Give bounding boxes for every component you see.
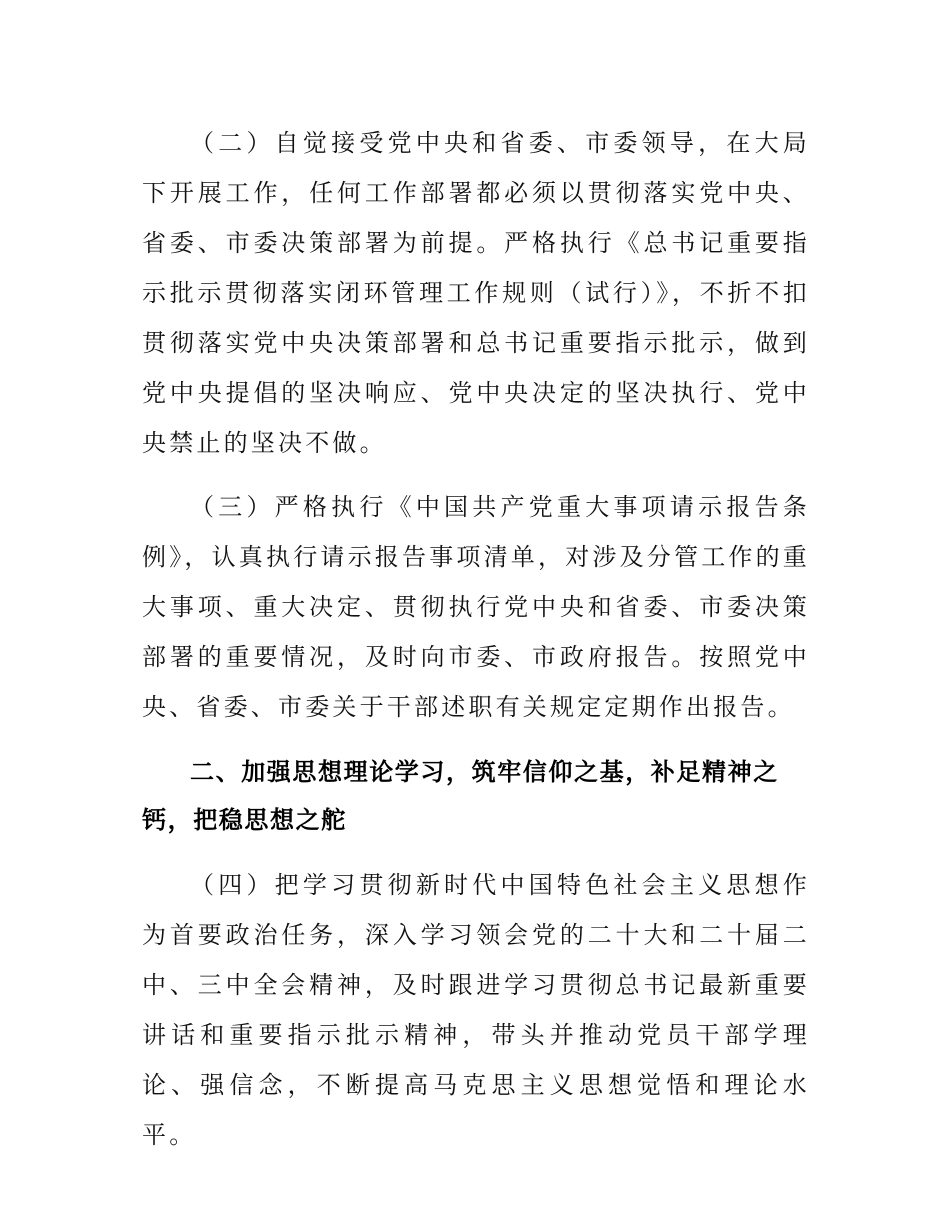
- paragraph-item-2: （二）自觉接受党中央和省委、市委领导，在大局下开展工作，任何工作部署都必须以贯彻落实党中央、省委、市委决策部署为前提。严格执行《总书记重要指示批示贯彻落实闭环管理工作规则（试行）》，不折不扣贯彻落实党中央决策部署和总书记重要指示批示，做到党中央提倡的坚决响应、党中央决定的坚决执行、党中央禁止的坚决不做。: [142, 129, 810, 457]
- document-body: [142, 118, 810, 1160]
- paragraph-item-4: （四）把学习贯彻新时代中国特色社会主义思想作为首要政治任务，深入学习领会党的二十大和二十届二中、三中全会精神，及时跟进学习贯彻总书记最新重要讲话和重要指示批示精神，带头并推动党员干部学理论、强信念，不断提高马克思主义思想觉悟和理论水平。: [142, 871, 810, 1149]
- section-heading: 二、加强思想理论学习，筑牢信仰之基，补足精神之钙，把稳思想之舵: [142, 758, 779, 834]
- paragraph-item-3: （三）严格执行《中国共产党重大事项请示报告条例》，认真执行请示报告事项清单，对涉及分管工作的重大事项、重大决定、贯彻执行党中央和省委、市委决策部署的重要情况，及时向市委、市政府报告。按照党中央、省委、市委关于干部述职有关规定定期作出报告。: [142, 493, 810, 721]
